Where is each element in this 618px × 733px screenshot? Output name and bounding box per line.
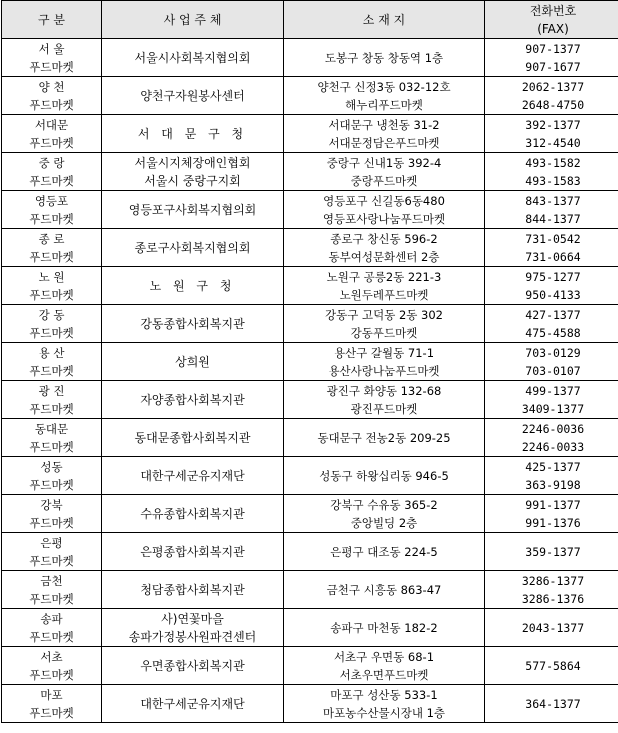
operator-name: 강동종합사회복지관 [140, 316, 245, 331]
address-line: 영등포사랑나눔푸드마켓 [322, 211, 446, 226]
operator-name: 자양종합사회복지관 [140, 392, 245, 407]
operator-cell [102, 343, 284, 381]
phone-cell [485, 39, 618, 77]
district-name: 종 로 [38, 231, 65, 246]
phone-number: 703-0107 [525, 363, 581, 378]
header-fax-label: (FAX) [537, 21, 569, 36]
table-row [2, 571, 618, 609]
phone-number: 312-4540 [525, 135, 581, 150]
phone-number: 2043-1377 [521, 620, 585, 635]
address-line: 서초구 우면동 68-1 [333, 649, 435, 664]
phone-cell [485, 229, 618, 267]
address-line: 중랑푸드마켓 [350, 173, 418, 188]
phone-number: 2246-0033 [521, 439, 585, 454]
phone-cell [485, 305, 618, 343]
market-type: 푸드마켓 [29, 515, 74, 530]
table-row [2, 419, 618, 457]
category-cell [2, 647, 102, 685]
table-row [2, 267, 618, 305]
phone-number: 3409-1377 [521, 401, 585, 416]
district-name: 금천 [40, 573, 63, 588]
address-cell [284, 267, 485, 305]
phone-number: 991-1376 [525, 515, 581, 530]
operator-cell [102, 39, 284, 77]
category-cell [2, 267, 102, 305]
category-cell [2, 115, 102, 153]
address-line: 용산사랑나눔푸드마켓 [328, 363, 440, 378]
market-type: 푸드마켓 [29, 211, 74, 226]
phone-cell [485, 571, 618, 609]
header-address: 소 재 지 [284, 1, 485, 39]
address-line: 동부여성문화센터 2층 [328, 249, 440, 264]
address-cell [284, 685, 485, 723]
address-cell [284, 609, 485, 647]
operator-name: 서울시 중랑구지회 [144, 173, 241, 188]
phone-number: 950-4133 [525, 287, 581, 302]
market-type: 푸드마켓 [29, 287, 74, 302]
phone-number: 577-5864 [525, 658, 581, 673]
phone-number: 2062-1377 [521, 79, 585, 94]
market-type: 푸드마켓 [29, 173, 74, 188]
category-cell [2, 191, 102, 229]
table-row [2, 191, 618, 229]
district-name: 양 천 [38, 79, 65, 94]
market-type: 푸드마켓 [29, 401, 74, 416]
address-line: 마포농수산물시장내 1층 [322, 705, 446, 720]
phone-number: 475-4588 [525, 325, 581, 340]
category-cell [2, 457, 102, 495]
phone-number: 2648-4750 [521, 97, 585, 112]
address-line: 광진푸드마켓 [350, 401, 418, 416]
address-line: 해누리푸드마켓 [345, 97, 423, 112]
address-line: 중랑구 신내1동 392-4 [326, 155, 442, 170]
market-type: 푸드마켓 [29, 667, 74, 682]
operator-cell [102, 571, 284, 609]
market-type: 푸드마켓 [29, 591, 74, 606]
address-cell [284, 153, 485, 191]
operator-cell [102, 77, 284, 115]
operator-cell [102, 495, 284, 533]
operator-name: 종로구사회복지협의회 [134, 240, 251, 255]
header-operator: 사 업 주 체 [102, 1, 284, 39]
market-type: 푸드마켓 [29, 439, 74, 454]
address-cell [284, 457, 485, 495]
operator-cell [102, 229, 284, 267]
market-type: 푸드마켓 [29, 59, 74, 74]
district-name: 동대문 [34, 421, 69, 436]
phone-number: 425-1377 [525, 459, 581, 474]
category-cell [2, 77, 102, 115]
header-phone-label: 전화번호 [529, 3, 577, 18]
address-line: 노원두레푸드마켓 [339, 287, 429, 302]
phone-cell [485, 381, 618, 419]
phone-number: 991-1377 [525, 497, 581, 512]
table-row [2, 495, 618, 533]
address-line: 종로구 창신동 596-2 [330, 231, 438, 246]
district-name: 강북 [40, 497, 63, 512]
phone-cell [485, 533, 618, 571]
table-row [2, 609, 618, 647]
district-name: 중 랑 [38, 155, 65, 170]
district-name: 용 산 [38, 345, 65, 360]
phone-number: 359-1377 [525, 544, 581, 559]
table-row [2, 229, 618, 267]
operator-cell [102, 191, 284, 229]
operator-name: 사)연꽃마을 [161, 611, 224, 626]
address-line: 강동푸드마켓 [350, 325, 418, 340]
market-type: 푸드마켓 [29, 135, 74, 150]
phone-number: 731-0542 [525, 231, 581, 246]
category-cell [2, 153, 102, 191]
phone-number: 499-1377 [525, 383, 581, 398]
operator-name: 송파가정봉사원파견센터 [128, 629, 257, 644]
address-line: 동대문구 전농2동 209-25 [317, 430, 451, 445]
category-cell [2, 533, 102, 571]
operator-name: 노 원 구 청 [149, 278, 236, 293]
table-row [2, 39, 618, 77]
address-line: 강동구 고덕동 2동 302 [325, 307, 443, 322]
address-line: 금천구 시흥동 863-47 [326, 582, 442, 597]
address-cell [284, 419, 485, 457]
category-cell [2, 305, 102, 343]
address-cell [284, 191, 485, 229]
address-cell [284, 647, 485, 685]
category-cell [2, 419, 102, 457]
address-line: 영등포구 신길동6동480 [323, 193, 445, 208]
market-type: 푸드마켓 [29, 97, 74, 112]
market-type: 푸드마켓 [29, 553, 74, 568]
category-cell [2, 381, 102, 419]
operator-cell [102, 609, 284, 647]
phone-number: 493-1582 [525, 155, 581, 170]
address-line: 성동구 하왕십리동 946-5 [319, 468, 449, 483]
table-row [2, 381, 618, 419]
operator-cell [102, 647, 284, 685]
phone-cell [485, 419, 618, 457]
district-name: 광 진 [38, 383, 65, 398]
phone-cell [485, 115, 618, 153]
phone-number: 844-1377 [525, 211, 581, 226]
address-line: 용산구 갈월동 71-1 [333, 345, 435, 360]
table-row [2, 533, 618, 571]
table-row [2, 77, 618, 115]
phone-number: 703-0129 [525, 345, 581, 360]
phone-number: 731-0664 [525, 249, 581, 264]
address-line: 마포구 성산동 533-1 [330, 687, 438, 702]
district-name: 성동 [40, 459, 63, 474]
operator-name: 양천구자원봉사센터 [140, 88, 245, 103]
category-cell [2, 39, 102, 77]
phone-cell [485, 457, 618, 495]
operator-cell [102, 115, 284, 153]
market-type: 푸드마켓 [29, 705, 74, 720]
operator-name: 동대문종합사회복지관 [134, 430, 251, 445]
table-body [2, 39, 618, 723]
address-cell [284, 571, 485, 609]
address-line: 중앙빌딩 2층 [350, 515, 418, 530]
district-name: 서초 [40, 649, 63, 664]
address-line: 도봉구 창동 창동역 1층 [324, 50, 444, 65]
address-cell [284, 381, 485, 419]
phone-number: 975-1277 [525, 269, 581, 284]
phone-number: 907-1677 [525, 59, 581, 74]
market-type: 푸드마켓 [29, 629, 74, 644]
market-type: 푸드마켓 [29, 249, 74, 264]
address-line: 은평구 대조동 224-5 [330, 544, 438, 559]
address-line: 강북구 수유동 365-2 [330, 497, 438, 512]
phone-number: 2246-0036 [521, 421, 585, 436]
operator-name: 서울시지체장애인협회 [134, 155, 251, 170]
operator-name: 영등포구사회복지협의회 [128, 202, 257, 217]
phone-cell [485, 267, 618, 305]
operator-name: 대한구세군유지재단 [140, 696, 245, 711]
phone-cell [485, 495, 618, 533]
district-name: 은평 [40, 535, 63, 550]
phone-cell [485, 343, 618, 381]
table-row [2, 647, 618, 685]
table-row [2, 343, 618, 381]
phone-number: 427-1377 [525, 307, 581, 322]
district-name: 서대문 [34, 117, 69, 132]
category-cell [2, 495, 102, 533]
operator-name: 수유종합사회복지관 [140, 506, 245, 521]
market-type: 푸드마켓 [29, 325, 74, 340]
district-name: 강 동 [38, 307, 65, 322]
phone-cell [485, 609, 618, 647]
operator-cell [102, 685, 284, 723]
phone-number: 392-1377 [525, 117, 581, 132]
operator-cell [102, 267, 284, 305]
address-line: 양천구 신정3동 032-12호 [317, 79, 451, 94]
address-line: 서대문구 냉천동 31-2 [328, 117, 440, 132]
category-cell [2, 229, 102, 267]
address-line: 광진구 화양동 132-68 [326, 383, 442, 398]
phone-cell [485, 77, 618, 115]
address-cell [284, 115, 485, 153]
address-cell [284, 39, 485, 77]
table-row [2, 153, 618, 191]
category-cell [2, 571, 102, 609]
operator-name: 우면종합사회복지관 [140, 658, 245, 673]
address-cell [284, 77, 485, 115]
header-category: 구 분 [2, 1, 102, 39]
category-cell [2, 685, 102, 723]
address-cell [284, 533, 485, 571]
address-line: 서초우면푸드마켓 [339, 667, 429, 682]
phone-number: 843-1377 [525, 193, 581, 208]
operator-name: 대한구세군유지재단 [140, 468, 245, 483]
district-name: 영등포 [34, 193, 69, 208]
table-row [2, 115, 618, 153]
operator-name: 서 대 문 구 청 [137, 126, 248, 141]
operator-cell [102, 381, 284, 419]
market-type: 푸드마켓 [29, 363, 74, 378]
address-line: 송파구 마천동 182-2 [330, 620, 438, 635]
food-market-table [1, 0, 618, 723]
operator-name: 은평종합사회복지관 [140, 544, 245, 559]
operator-cell [102, 153, 284, 191]
operator-cell [102, 533, 284, 571]
district-name: 송파 [40, 611, 63, 626]
operator-cell [102, 305, 284, 343]
phone-number: 907-1377 [525, 41, 581, 56]
category-cell [2, 343, 102, 381]
district-name: 서 울 [38, 41, 65, 56]
phone-cell [485, 647, 618, 685]
category-cell [2, 609, 102, 647]
header-phone [485, 1, 618, 39]
district-name: 노 원 [38, 269, 65, 284]
phone-number: 3286-1376 [521, 591, 585, 606]
table-header-row [2, 1, 618, 39]
phone-cell [485, 153, 618, 191]
operator-name: 청담종합사회복지관 [140, 582, 245, 597]
district-name: 마포 [40, 687, 63, 702]
table-row [2, 685, 618, 723]
operator-cell [102, 419, 284, 457]
operator-name: 서울시사회복지협의회 [134, 50, 251, 65]
food-market-table-container [1, 0, 617, 723]
address-cell [284, 305, 485, 343]
phone-number: 3286-1377 [521, 573, 585, 588]
table-row [2, 457, 618, 495]
market-type: 푸드마켓 [29, 477, 74, 492]
phone-number: 364-1377 [525, 696, 581, 711]
phone-cell [485, 685, 618, 723]
address-cell [284, 229, 485, 267]
address-line: 노원구 공릉2동 221-3 [326, 269, 442, 284]
address-cell [284, 343, 485, 381]
operator-cell [102, 457, 284, 495]
phone-cell [485, 191, 618, 229]
address-cell [284, 495, 485, 533]
phone-number: 493-1583 [525, 173, 581, 188]
phone-number: 363-9198 [525, 477, 581, 492]
address-line: 서대문정담은푸드마켓 [328, 135, 440, 150]
operator-name: 상희원 [175, 354, 210, 369]
table-row [2, 305, 618, 343]
